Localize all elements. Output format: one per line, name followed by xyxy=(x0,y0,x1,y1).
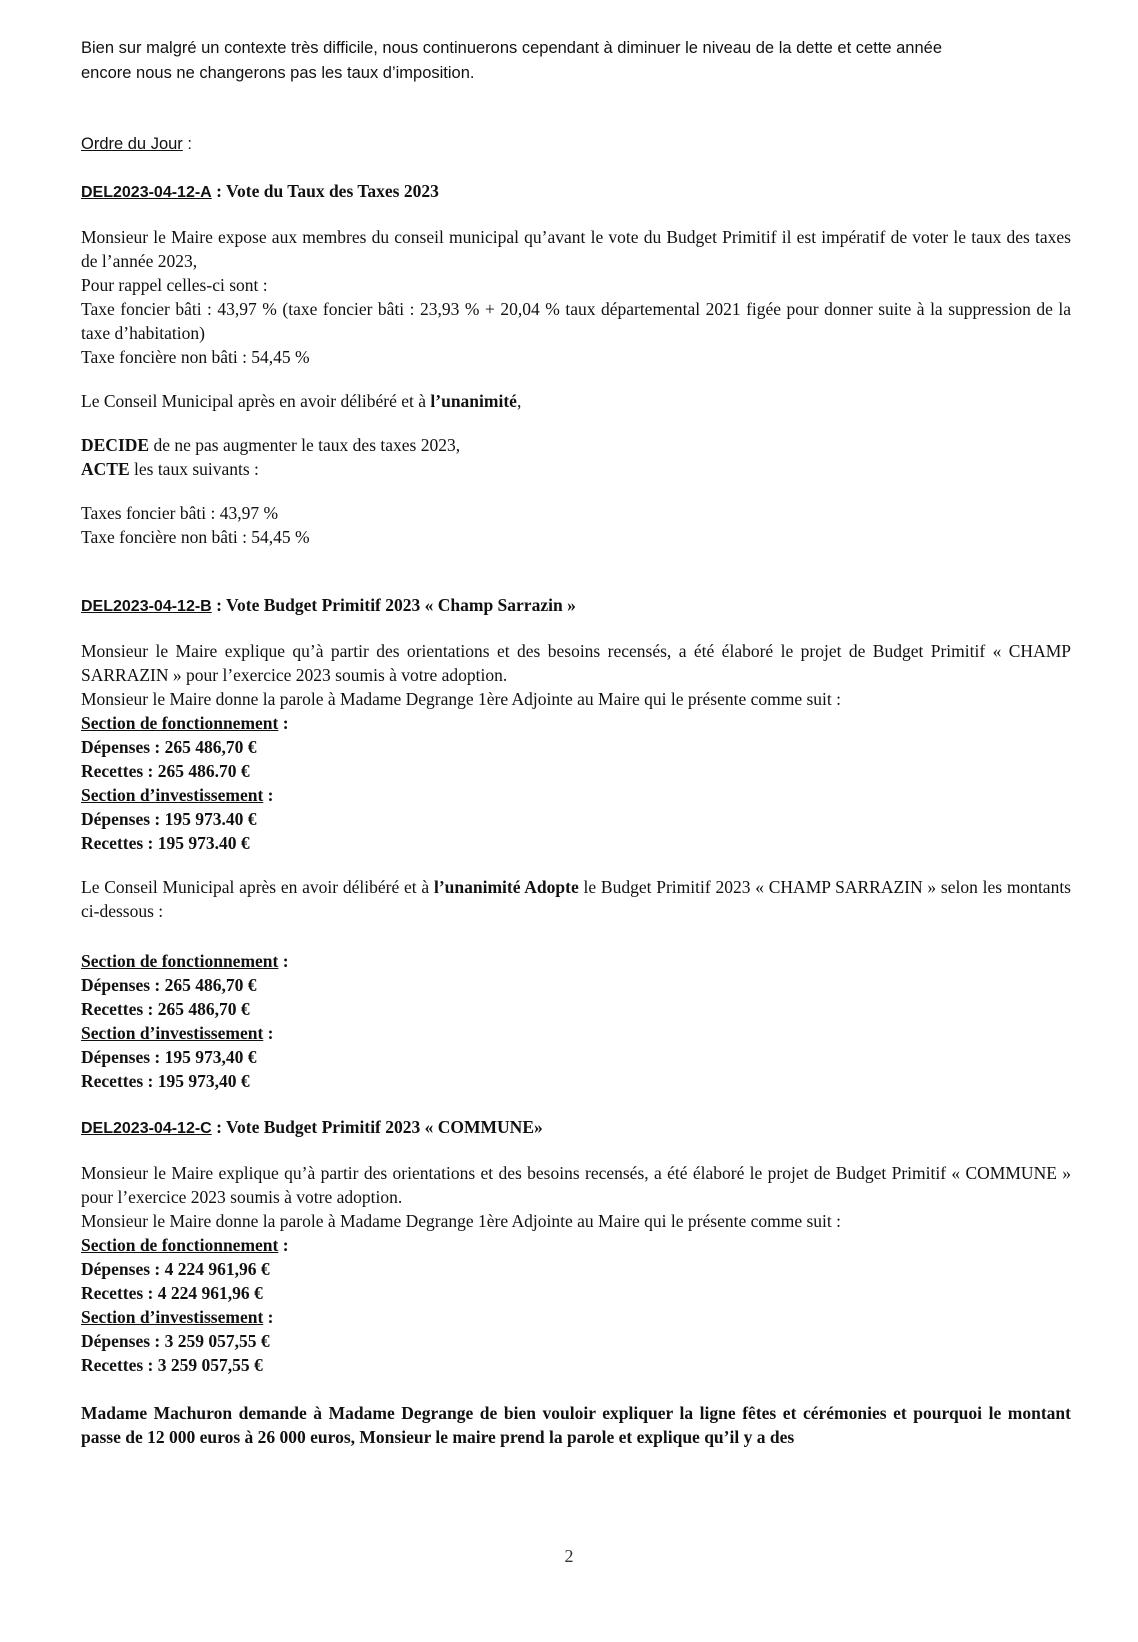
section-b-invest-label: Section d’investissement xyxy=(81,785,264,805)
section-a-code: DEL2023-04-12-A xyxy=(81,184,212,201)
intro-paragraph xyxy=(81,36,1071,86)
section-a-bati: Taxe foncier bâti : 43,97 % (taxe foncier bâti : 23,93 % + 20,04 % taux départemental 2021 figée pour donner suite à la suppression de la taxe d’habitation) xyxy=(81,299,1071,343)
agenda-heading xyxy=(81,132,1071,157)
section-b-invest-suffix: : xyxy=(263,785,274,805)
section-b-conseil-suffix: le Budget Primitif 2023 « CHAMP SARRAZIN » selon les montants ci-dessous : xyxy=(81,877,1071,921)
section-a-title: : Vote du Taux des Taxes 2023 xyxy=(211,181,439,201)
section-c-recettes-1: Recettes : 4 224 961,96 € xyxy=(81,1283,263,1303)
section-b-fonct-heading-2 xyxy=(81,949,1071,973)
section-b-recettes-4: Recettes : 195 973,40 € xyxy=(81,1071,250,1091)
section-b-fonct-label: Section de fonctionnement xyxy=(81,713,279,733)
section-b-conseil-prefix: Le Conseil Municipal après en avoir délibéré et à xyxy=(81,877,434,897)
section-a-para-1: Monsieur le Maire expose aux membres du conseil municipal qu’avant le vote du Budget Primitif il est impératif de voter le taux des taxes de l’année 2023, xyxy=(81,227,1071,271)
section-c-machuron-question: Madame Machuron demande à Madame Degrange de bien vouloir expliquer la ligne fêtes et cérémonies et pourquoi le montant passe de 12 000 euros à 26 000 euros, Monsieur le maire prend la parole et explique qu’il y a des xyxy=(81,1403,1071,1447)
acte-keyword: ACTE xyxy=(81,459,130,479)
section-a-non-bati: Taxe foncière non bâti : 54,45 % xyxy=(81,347,310,367)
section-b-depenses-1: Dépenses : 265 486,70 € xyxy=(81,737,257,757)
decide-text: de ne pas augmenter le taux des taxes 2023, xyxy=(149,435,461,455)
section-c-depenses-1: Dépenses : 4 224 961,96 € xyxy=(81,1259,270,1279)
section-b-conseil-bold: l’unanimité Adopte xyxy=(433,877,579,897)
section-b-para-2: Monsieur le Maire donne la parole à Madame Degrange 1ère Adjointe au Maire qui le présente comme suit : xyxy=(81,689,842,709)
section-b-recettes-2: Recettes : 195 973.40 € xyxy=(81,833,250,853)
section-b-recettes-3: Recettes : 265 486,70 € xyxy=(81,999,250,1019)
section-c-heading xyxy=(81,1115,1071,1141)
section-b-invest-suffix-2: : xyxy=(263,1023,274,1043)
section-b-body xyxy=(81,639,1071,855)
section-c-para-1: Monsieur le Maire explique qu’à partir des orientations et des besoins recensés, a été élaboré le projet de Budget Primitif « COMMUNE » pour l’exercice 2023 soumis à votre adoption. xyxy=(81,1163,1071,1207)
section-b-heading xyxy=(81,593,1071,619)
section-a-decide xyxy=(81,433,1071,457)
section-a-decision xyxy=(81,433,1071,481)
section-c-fonct-label: Section de fonctionnement xyxy=(81,1235,279,1255)
section-c-body xyxy=(81,1161,1071,1377)
section-b-depenses-4: Dépenses : 195 973,40 € xyxy=(81,1047,257,1067)
section-c-para-2: Monsieur le Maire donne la parole à Madame Degrange 1ère Adjointe au Maire qui le présente comme suit : xyxy=(81,1211,842,1231)
section-c-code: DEL2023-04-12-C xyxy=(81,1120,212,1137)
section-b-invest-heading-2 xyxy=(81,1021,1071,1045)
section-c-title: : Vote Budget Primitif 2023 « COMMUNE» xyxy=(211,1117,543,1137)
section-b-depenses-3: Dépenses : 265 486,70 € xyxy=(81,975,257,995)
section-b-para-1: Monsieur le Maire explique qu’à partir des orientations et des besoins recensés, a été élaboré le projet de Budget Primitif « CHAMP SARRAZIN » pour l’exercice 2023 soumis à votre adoption. xyxy=(81,641,1071,685)
section-b-fonct-suffix: : xyxy=(278,713,289,733)
section-a-conseil-bold: l’unanimité xyxy=(430,391,517,411)
intro-line-1: Bien sur malgré un contexte très difficile, nous continuerons cependant à diminuer le niveau de la dette et cette année xyxy=(81,39,942,57)
section-a-conseil-prefix: Le Conseil Municipal après en avoir délibéré et à xyxy=(81,391,431,411)
section-b-invest-heading xyxy=(81,783,1071,807)
section-b-title: : Vote Budget Primitif 2023 « Champ Sarrazin » xyxy=(211,595,576,615)
section-a-body xyxy=(81,225,1071,369)
section-b-conseil xyxy=(81,875,1071,923)
section-c-fonct-heading xyxy=(81,1233,1071,1257)
section-a-rappel: Pour rappel celles-ci sont : xyxy=(81,275,268,295)
taux-bati: Taxes foncier bâti : 43,97 % xyxy=(81,503,279,523)
taux-non-bati: Taxe foncière non bâti : 54,45 % xyxy=(81,527,310,547)
section-b-code: DEL2023-04-12-B xyxy=(81,598,212,615)
section-b-adopted-amounts xyxy=(81,949,1071,1093)
intro-line-2: encore nous ne changerons pas les taux d’imposition. xyxy=(81,64,475,82)
section-a-taux xyxy=(81,501,1071,549)
page-number: 2 xyxy=(564,1546,574,1566)
section-c-recettes-2: Recettes : 3 259 057,55 € xyxy=(81,1355,263,1375)
section-a-heading xyxy=(81,179,1071,205)
section-b-invest-label-2: Section d’investissement xyxy=(81,1023,264,1043)
agenda-label: Ordre du Jour xyxy=(81,135,183,153)
section-b-depenses-2: Dépenses : 195 973.40 € xyxy=(81,809,257,829)
section-a-acte xyxy=(81,457,1071,481)
section-a-conseil-suffix: , xyxy=(516,391,522,411)
acte-text: les taux suivants : xyxy=(129,459,259,479)
decide-keyword: DECIDE xyxy=(81,435,150,455)
section-a-conseil xyxy=(81,389,1071,413)
section-b-fonct-suffix-2: : xyxy=(278,951,289,971)
agenda-suffix: : xyxy=(182,135,192,153)
section-c-invest-label: Section d’investissement xyxy=(81,1307,264,1327)
section-b-fonct-heading xyxy=(81,711,1071,735)
section-c-fonct-suffix: : xyxy=(278,1235,289,1255)
section-c-invest-heading xyxy=(81,1305,1071,1329)
section-b-fonct-label-2: Section de fonctionnement xyxy=(81,951,279,971)
section-b-recettes-1: Recettes : 265 486.70 € xyxy=(81,761,250,781)
section-c-depenses-2: Dépenses : 3 259 057,55 € xyxy=(81,1331,270,1351)
section-c-invest-suffix: : xyxy=(263,1307,274,1327)
document-page xyxy=(81,36,1071,1449)
